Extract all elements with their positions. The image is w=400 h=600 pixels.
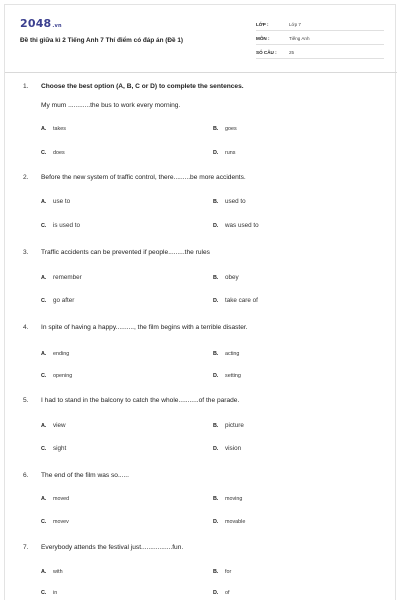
option-a[interactable] (41, 350, 69, 357)
meta-count-key: SỐ CÂU : (256, 50, 277, 55)
option-text: remember (53, 274, 82, 281)
option-a[interactable] (41, 198, 70, 205)
option-a[interactable] (41, 495, 69, 502)
question-number: 5. (23, 397, 29, 404)
option-text: sight (53, 445, 67, 452)
option-letter: D. (213, 373, 219, 379)
option-c[interactable] (41, 372, 72, 379)
option-d[interactable] (213, 149, 236, 156)
meta-subject (256, 33, 384, 45)
option-letter: C. (41, 590, 47, 596)
option-a[interactable] (41, 274, 82, 281)
option-a[interactable] (41, 568, 63, 575)
option-letter: B. (213, 496, 219, 502)
option-letter: B. (213, 351, 219, 357)
question-instruction: Choose the best option (A, B, C or D) to complete the sentences. (41, 83, 244, 90)
question-text: In spite of having a happy.........., the film begins with a terrible disaster. (41, 324, 248, 331)
option-letter: B. (213, 275, 219, 281)
option-letter: C. (41, 223, 47, 229)
option-letter: D. (213, 590, 219, 596)
question-text: The end of the film was so...... (41, 472, 129, 479)
option-letter: C. (41, 150, 47, 156)
option-text: go after (53, 297, 75, 304)
option-letter: B. (213, 199, 219, 205)
option-letter: C. (41, 373, 47, 379)
option-text: moving (225, 496, 243, 502)
option-letter: D. (213, 446, 219, 452)
logo-text: 2048 (20, 17, 52, 30)
option-letter: A. (41, 275, 47, 281)
question-text: Traffic accidents can be prevented if people.........the rules (41, 249, 210, 256)
option-c[interactable] (41, 518, 69, 525)
option-text: movev (53, 519, 69, 525)
question-number: 7. (23, 544, 29, 551)
header-divider (5, 72, 397, 73)
option-text: acting (225, 351, 240, 357)
option-text: opening (53, 373, 73, 379)
option-text: take care of (225, 297, 258, 304)
option-c[interactable] (41, 445, 66, 452)
option-text: was used to (225, 222, 259, 229)
option-letter: A. (41, 569, 47, 575)
meta-subject-value: Tiếng Anh (289, 36, 310, 41)
option-b[interactable] (213, 422, 244, 429)
option-c[interactable] (41, 297, 74, 304)
meta-subject-key: MÔN : (256, 36, 270, 41)
option-text: ending (53, 351, 70, 357)
exam-page (4, 4, 396, 600)
question-number: 1. (23, 83, 29, 90)
option-d[interactable] (213, 222, 259, 229)
option-text: runs (225, 150, 236, 156)
option-b[interactable] (213, 568, 231, 575)
option-b[interactable] (213, 495, 242, 502)
option-letter: D. (213, 519, 219, 525)
logo-suffix: .vn (52, 23, 62, 29)
option-letter: A. (41, 199, 47, 205)
question-number: 2. (23, 174, 29, 181)
option-c[interactable] (41, 589, 57, 596)
site-logo[interactable] (20, 17, 62, 30)
option-text: is used to (53, 222, 80, 229)
option-b[interactable] (213, 125, 237, 132)
option-d[interactable] (213, 518, 245, 525)
question-number: 3. (23, 249, 29, 256)
option-d[interactable] (213, 589, 230, 596)
option-text: use to (53, 198, 71, 205)
option-c[interactable] (41, 149, 65, 156)
option-d[interactable] (213, 372, 241, 379)
option-text: goes (225, 126, 237, 132)
option-text: of (225, 590, 230, 596)
meta-class-key: LỚP : (256, 22, 269, 27)
question-number: 6. (23, 472, 29, 479)
option-b[interactable] (213, 274, 239, 281)
meta-count-value: 25 (289, 50, 295, 55)
option-text: picture (225, 422, 244, 429)
meta-class (256, 19, 384, 31)
option-letter: B. (213, 126, 219, 132)
option-letter: A. (41, 496, 47, 502)
option-letter: C. (41, 446, 47, 452)
option-letter: D. (213, 298, 219, 304)
option-a[interactable] (41, 422, 66, 429)
option-letter: C. (41, 519, 47, 525)
option-a[interactable] (41, 125, 66, 132)
option-text: moved (53, 496, 70, 502)
option-c[interactable] (41, 222, 80, 229)
option-letter: D. (213, 223, 219, 229)
option-letter: A. (41, 423, 47, 429)
document-title: Đề thi giữa kì 2 Tiếng Anh 7 Thí điểm có đáp án (Đề 1) (20, 37, 183, 44)
option-text: in (53, 590, 58, 596)
option-letter: B. (213, 423, 219, 429)
question-text: Everybody attends the festival just.................fun. (41, 544, 184, 551)
option-b[interactable] (213, 350, 239, 357)
meta-question-count (256, 47, 384, 59)
option-text: vision (225, 445, 242, 452)
option-text: takes (53, 126, 66, 132)
option-letter: C. (41, 298, 47, 304)
option-text: used to (225, 198, 246, 205)
option-d[interactable] (213, 445, 241, 452)
option-text: does (53, 150, 65, 156)
option-letter: D. (213, 150, 219, 156)
option-letter: B. (213, 569, 219, 575)
option-text: movable (225, 519, 246, 525)
question-number: 4. (23, 324, 29, 331)
option-text: with (53, 569, 63, 575)
question-text: Before the new system of traffic control, there.........be more accidents. (41, 174, 246, 181)
document-header (5, 5, 397, 67)
option-text: view (53, 422, 66, 429)
option-letter: A. (41, 351, 47, 357)
question-text: I had to stand in the balcony to catch the whole...........of the parade. (41, 397, 240, 404)
option-d[interactable] (213, 297, 258, 304)
meta-class-value: Lớp 7 (289, 22, 301, 27)
option-text: obey (225, 274, 239, 281)
question-text: My mum ............the bus to work every morning. (41, 102, 181, 109)
option-text: setting (225, 373, 241, 379)
option-b[interactable] (213, 198, 246, 205)
option-letter: A. (41, 126, 47, 132)
option-text: for (225, 569, 232, 575)
